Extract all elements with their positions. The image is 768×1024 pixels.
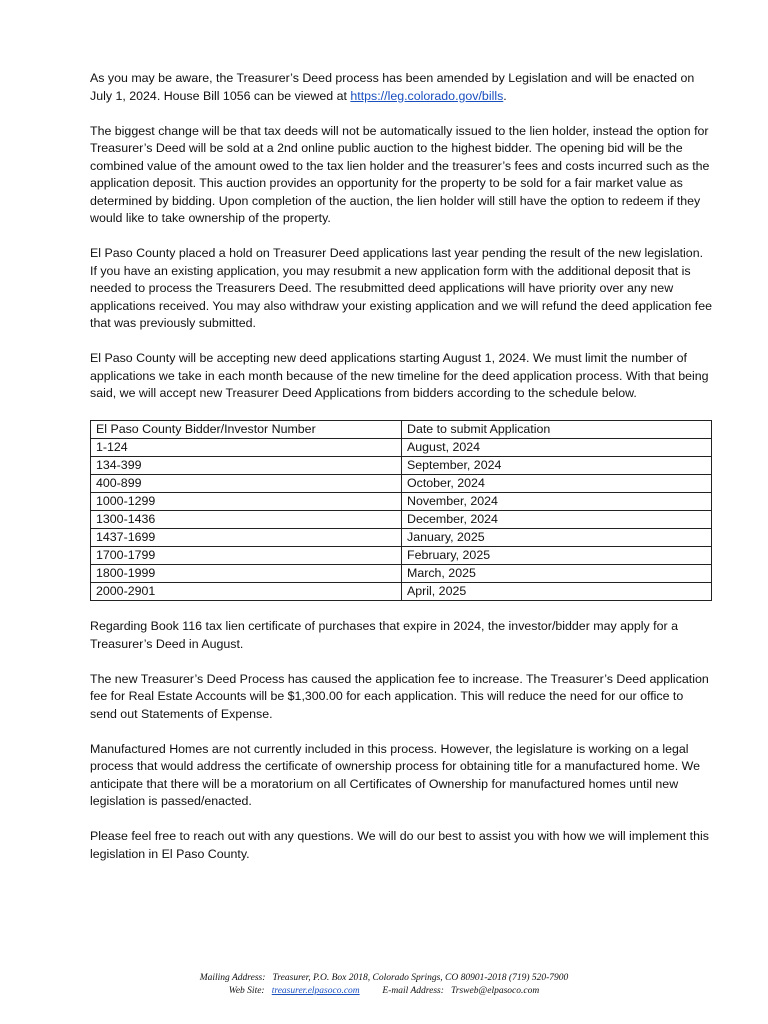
website-label: Web Site:	[228, 986, 265, 996]
website-link[interactable]: treasurer.elpasoco.com	[271, 986, 360, 996]
submit-date: April, 2025	[402, 583, 712, 601]
table-row	[91, 439, 712, 457]
table-row	[91, 565, 712, 583]
submit-date: August, 2024	[402, 439, 712, 457]
letter-footer	[0, 972, 768, 998]
accepting-paragraph: El Paso County will be accepting new deed applications starting August 1, 2024. We must limit the number of applications we take in each month because of the new timeline for the deed application process. With that being said, we will accept new Treasurer Deed Applications from bidders according to the schedule below.	[90, 351, 709, 400]
bidder-number-header: El Paso County Bidder/Investor Number	[91, 421, 402, 439]
submit-date-header: Date to submit Application	[402, 421, 712, 439]
submit-date: December, 2024	[402, 511, 712, 529]
intro-text-end: .	[503, 88, 507, 103]
submit-date: September, 2024	[402, 457, 712, 475]
auction-paragraph: The biggest change will be that tax deeds will not be automatically issued to the lien holder, instead the option for Treasurer’s Deed will be sold at a 2nd online public auction to the highest bidder. The opening bid will be the combined value of the amount owed to the tax lien holder and the treasurer’s fees and costs incurred such as the application deposit. This auction provides an opportunity for the property to be sold for a fair market value as determined by bidding. Upon completion of the auction, the lien holder will still have the option to redeem if they would like to take ownership of the property.	[90, 123, 710, 225]
intro-paragraph	[90, 70, 712, 105]
table-row	[91, 583, 712, 601]
hold-paragraph: El Paso County placed a hold on Treasurer Deed applications last year pending the result of the new legislation. If you have an existing application, you may resubmit a new application form with the additional deposit that is needed to process the Treasurers Deed. The resubmitted deed applications will have priority over any new applications received. You may also withdraw your existing application and we will refund the deed application fee that was previously submitted.	[90, 246, 712, 330]
letter-body	[90, 70, 712, 881]
submit-date: October, 2024	[402, 475, 712, 493]
submit-date: February, 2025	[402, 547, 712, 565]
bidder-range: 1300-1436	[91, 511, 402, 529]
contact-line	[0, 985, 768, 998]
closing-paragraph: Please feel free to reach out with any questions. We will do our best to assist you with how we will implement this legislation in El Paso County.	[90, 829, 709, 861]
table-row	[91, 493, 712, 511]
table-row	[91, 511, 712, 529]
schedule-header-row	[91, 421, 712, 439]
table-row	[91, 475, 712, 493]
submit-date: November, 2024	[402, 493, 712, 511]
email-value: Trsweb@elpasoco.com	[451, 986, 540, 996]
table-row	[91, 547, 712, 565]
submit-date: March, 2025	[402, 565, 712, 583]
bidder-range: 1800-1999	[91, 565, 402, 583]
bidder-range: 2000-2901	[91, 583, 402, 601]
book-116-paragraph: Regarding Book 116 tax lien certificate of purchases that expire in 2024, the investor/bidder may apply for a Treasurer’s Deed in August.	[90, 619, 678, 651]
schedule-table	[90, 420, 712, 601]
bidder-range: 1-124	[91, 439, 402, 457]
bills-link[interactable]: https://leg.colorado.gov/bills	[350, 88, 504, 103]
mailing-value: Treasurer, P.O. Box 2018, Colorado Springs, CO 80901-2018 (719) 520-7900	[272, 973, 569, 983]
email-label: E-mail Address:	[382, 986, 444, 996]
bidder-range: 1437-1699	[91, 529, 402, 547]
bidder-range: 1000-1299	[91, 493, 402, 511]
table-row	[91, 457, 712, 475]
bidder-range: 134-399	[91, 457, 402, 475]
submit-date: January, 2025	[402, 529, 712, 547]
bidder-range: 1700-1799	[91, 547, 402, 565]
manufactured-homes-paragraph: Manufactured Homes are not currently included in this process. However, the legislature is working on a legal process that would address the certificate of ownership process for obtaining title for a manufactured home. We anticipate that there will be a moratorium on all Certificates of Ownership for manufactured homes until new legislation is passed/enacted.	[90, 741, 700, 808]
bidder-range: 400-899	[91, 475, 402, 493]
intro-text: As you may be aware, the Treasurer’s Deed process has been amended by Legislation and will be enacted on July 1, 2024. House Bill 1056 can be viewed at	[90, 71, 695, 103]
fee-paragraph: The new Treasurer’s Deed Process has caused the application fee to increase. The Treasurer’s Deed application fee for Real Estate Accounts will be $1,300.00 for each application. This will reduce the need for our office to send out Statements of Expense.	[90, 671, 709, 721]
mailing-address-line	[0, 972, 768, 985]
table-row	[91, 529, 712, 547]
mailing-label: Mailing Address:	[199, 973, 266, 983]
